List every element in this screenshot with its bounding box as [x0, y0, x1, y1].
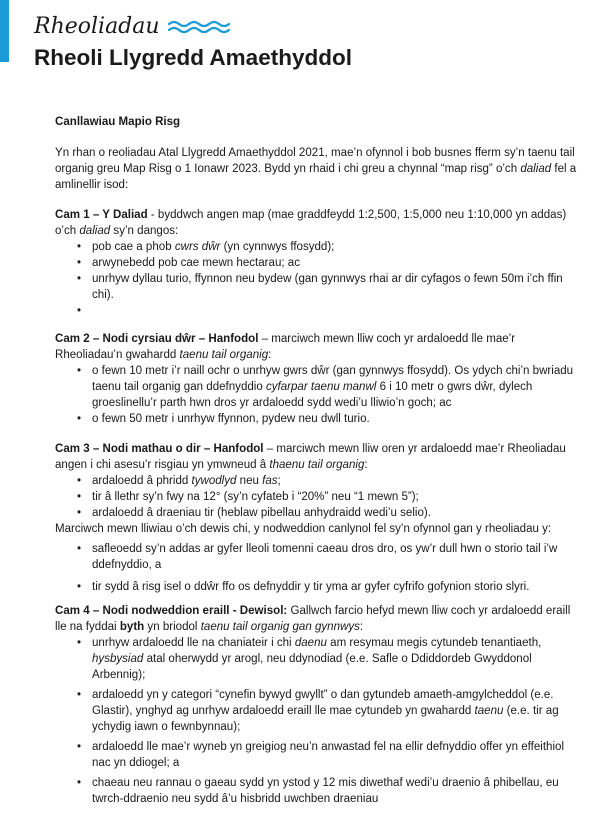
- list-item: [92, 579, 577, 595]
- text-run: tir sydd â risg isel o ddŵr ffo os defnyddir y tir yma ar gyfer cyfrifo gofynion storio slyri.: [92, 581, 530, 593]
- text-run: Gallwch farcio hefyd mewn lliw coch yr ardaloedd eraill lle na fyddai: [55, 605, 571, 633]
- brand-logo: [34, 14, 235, 39]
- italic-run: daliad: [520, 163, 552, 175]
- text-run: unrhyw dyllau turio, ffynnon neu bydew (gan gynnwys rhai ar dir cyfagos o fewn 50m i’ch ffin chi).: [92, 273, 563, 301]
- text-run: ardaloedd yn y categori “cynefin bywyd gwyllt” o dan gytundeb amaeth-amgylcheddol (e.e. Glastir), ynghyd ag unrhyw ardaloedd eraill lle mae cytundeb yn gwahardd: [92, 689, 554, 717]
- list-item: [92, 541, 577, 573]
- bold-run: Cam 3 – Nodi mathau o dir – Hanfodol: [55, 443, 264, 455]
- list-item: [92, 363, 577, 411]
- step-3-list: [55, 473, 577, 521]
- step-4-list: [55, 635, 577, 807]
- italic-run: taenu: [474, 705, 504, 717]
- accent-bar: [0, 0, 9, 62]
- list-item: [92, 271, 577, 303]
- text-run: ;: [277, 475, 281, 487]
- intro-paragraph: [55, 145, 577, 193]
- text-run: Yn rhan o reoliadau Atal Llygredd Amaethyddol 2021, mae’n ofynnol i bob busnes fferm sy’n taenu tail organig greu Map Risg o 1 Ionawr 2023. Bydd yn rhaid i chi greu a chynnal “map risg” o’ch: [55, 147, 575, 175]
- text-run: unrhyw ardaloedd lle na chaniateir i chi: [92, 637, 295, 649]
- list-item: [92, 239, 577, 255]
- text-run: 6 i 10 metr o gwrs dŵr, dylech groeslinellu’r parth hwn dros yr ardaloedd sydd wedi’u lliwio’n goch; ac: [92, 381, 533, 409]
- text-run: – marciwch mewn lliw oren yr ardaloedd mae’r Rheoliadau angen i chi asesu’r risgiau yn ymwneud â: [55, 443, 566, 471]
- text-run: fel a amlinellir isod:: [55, 163, 577, 191]
- italic-run: cyfarpar taenu manwl: [265, 381, 377, 393]
- text-run: pob cae a phob: [92, 241, 175, 253]
- step-3-lead: [55, 441, 577, 473]
- text-run: tir â llethr sy’n fwy na 12° (sy’n cyfateb i “20%” neu “1 mewn 5”);: [92, 491, 419, 503]
- step-2-section: [55, 331, 577, 427]
- bold-run: Cam 2 – Nodi cyrsiau dŵr – Hanfodol: [55, 333, 259, 345]
- step-1-section: [55, 207, 577, 319]
- text-run: (yn cynnwys ffosydd);: [220, 241, 335, 253]
- logo-script-text: Rheoliadau: [34, 14, 160, 39]
- list-item: [92, 739, 577, 771]
- italic-run: taenu tail organig: [179, 349, 269, 361]
- italic-run: thaenu tail organig: [269, 459, 365, 471]
- italic-run: taenu tail organig gan gynnwys: [200, 621, 360, 633]
- list-item: [92, 411, 577, 427]
- text-run: - byddwch angen map (mae graddfeydd 1:2,500, 1:5,000 neu 1:10,000 yn addas) o’ch: [55, 209, 567, 237]
- accent-stripe: [0, 0, 9, 62]
- step-2-list: [55, 363, 577, 427]
- italic-run: daenu: [294, 637, 327, 649]
- step-3-section: [55, 441, 577, 595]
- text-run: arwynebedd pob cae mewn hectarau; ac: [92, 257, 300, 269]
- text-run: :: [364, 459, 368, 471]
- text-run: (e.e. tir ag ychydig iawn o fewnbynnau);: [92, 705, 559, 733]
- list-item: [92, 505, 577, 521]
- text-run: ardaloedd lle mae’r wyneb yn greigiog neu’n anwastad fel na ellir defnyddio offer yn effeithiol nac yn ddiogel; a: [92, 741, 565, 769]
- text-run: :: [359, 621, 364, 633]
- text-run: am resymau megis cytundeb tenantiaeth,: [326, 637, 542, 649]
- text-run: o fewn 10 metr i’r naill ochr o unrhyw gwrs dŵr (gan gynnwys ffosydd). Os ydych chi’n bwriadu taenu tail organig gan ddefnyddio: [92, 365, 574, 393]
- document-body: [55, 114, 577, 811]
- text-run: Marciwch mewn lliwiau o’ch dewis chi, y nodweddion canlynol fel sy’n ofynnol gan y rheoliadau y:: [55, 523, 552, 535]
- section-heading: Canllawiau Mapio Risg: [55, 116, 181, 128]
- text-run: ardaloedd â draeniau tir (heblaw pibellau anhydraidd wedi’u selio).: [92, 507, 431, 519]
- text-run: – marciwch mewn lliw coch yr ardaloedd lle mae’r Rheoliadau’n gwahardd: [55, 333, 516, 361]
- step-1-lead: [55, 207, 577, 239]
- italic-run: tywodlyd: [191, 475, 237, 487]
- text-run: ardaloedd â phridd: [92, 475, 192, 487]
- list-item: [92, 775, 577, 807]
- italic-run: daliad: [79, 225, 111, 237]
- list-item: [92, 489, 577, 505]
- list-item: [92, 303, 577, 319]
- italic-run: cwrs dŵr: [174, 241, 221, 253]
- italic-run: hysbysiad: [92, 653, 144, 665]
- list-item: [92, 687, 577, 735]
- text-run: yn briodol: [144, 621, 201, 633]
- bold-run: byth: [119, 621, 145, 633]
- page-title: Rheoli Llygredd Amaethyddol: [34, 45, 352, 70]
- text-run: neu: [236, 475, 263, 487]
- text-run: chaeau neu rannau o gaeau sydd yn ystod y 12 mis diwethaf wedi’u draenio â phibellau, eu twrch-ddraenio neu sydd â’u hisbridd uwchben draeniau: [92, 777, 559, 805]
- bold-run: Cam 4 – Nodi nodweddion eraill - Dewisol:: [55, 605, 288, 617]
- list-item: [92, 473, 577, 489]
- text-run: sy’n dangos:: [110, 225, 179, 237]
- step-3-list-2: [55, 541, 577, 595]
- step-4-section: [55, 603, 577, 807]
- step-2-lead: [55, 331, 577, 363]
- text-run: o fewn 50 metr i unrhyw ffynnon, pydew neu dwll turio.: [92, 413, 370, 425]
- italic-run: fas: [262, 475, 278, 487]
- text-run: safleoedd sy’n addas ar gyfer lleoli tomenni caeau dros dro, os yw’r dull hwn o storio tail i’w ddefnyddio, a: [92, 543, 558, 571]
- step-3-note: [55, 521, 577, 537]
- waves-icon: [167, 19, 235, 35]
- step-1-list: [55, 239, 577, 319]
- text-run: :: [268, 349, 272, 361]
- text-run: atal oherwydd yr arogl, neu ddynodiad (e.e. Safle o Ddiddordeb Gwyddonol Arbennig);: [92, 653, 532, 681]
- list-item: [92, 635, 577, 683]
- list-item: [92, 255, 577, 271]
- step-4-lead: [55, 603, 577, 635]
- bold-run: Cam 1 – Y Daliad: [55, 209, 148, 221]
